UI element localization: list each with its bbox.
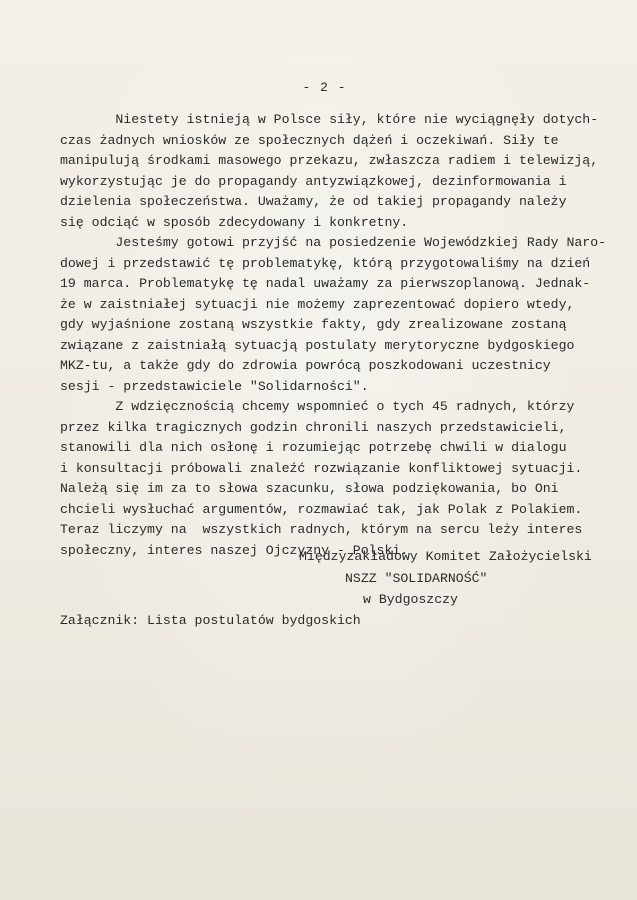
text-line: manipulują środkami masowego przekazu, zwłaszcza radiem i telewizją, — [60, 153, 599, 168]
text-line: Z wdzięcznością chcemy wspomnieć o tych 45 radnych, którzy — [60, 399, 575, 414]
text-line: Należą się im za to słowa szacunku, słowa podziękowania, bo Oni — [60, 481, 559, 496]
signature-organization: Międzyzakładowy Komitet Założycielski — [299, 549, 592, 564]
paragraph-1 — [60, 110, 600, 233]
text-line: i konsultacji próbowali znaleźć rozwiązanie konfliktowej sytuacji. — [60, 460, 583, 476]
text-line: się odciąć w sposób zdecydowany i konkretny. — [60, 214, 409, 230]
text-line: związane z zaistniałą sytuacją postulaty merytoryczne bydgoskiego — [60, 337, 575, 353]
attachment-note: Załącznik: Lista postulatów bydgoskich — [60, 613, 361, 628]
paragraph-2 — [60, 233, 607, 397]
text-line: przez kilka tragicznych godzin chronili naszych przedstawicieli, — [60, 419, 567, 435]
text-line: gdy wyjaśnione zostaną wszystkie fakty, gdy zrealizowane zostaną — [60, 317, 567, 332]
text-line: Jesteśmy gotowi przyjść na posiedzenie Wojewódzkiej Rady Naro- — [60, 235, 607, 250]
text-line: wykorzystując je do propagandy antyzwiązkowej, dezinformowania i — [60, 173, 567, 189]
text-line: MKZ-tu, a także gdy do zdrowia powrócą poszkodowani uczestnicy — [60, 358, 551, 373]
text-line: chcieli wysłuchać argumentów, rozmawiać tak, jak Polak z Polakiem. — [60, 501, 583, 517]
text-line: Niestety istnieją w Polsce siły, które nie wyciągnęły dotych- — [60, 112, 599, 127]
text-line: czas żadnych wniosków ze społecznych dążeń i oczekiwań. Siły te — [60, 132, 559, 148]
text-line: stanowili dla nich osłonę i rozumiejąc potrzebę chwili w dialogu — [60, 440, 567, 455]
signature-city: w Bydgoszczy — [363, 592, 458, 607]
text-line: że w zaistniałej sytuacji nie możemy zaprezentować dopiero wtedy, — [60, 296, 575, 312]
text-line: społeczny, interes naszej Ojczyzny - Polski. — [60, 542, 409, 558]
text-line: 19 marca. Problematykę tę nadal uważamy za pierwszoplanową. Jednak- — [60, 276, 591, 291]
text-line: dzielenia społeczeństwa. Uważamy, że od takiej propagandy należy — [60, 194, 567, 209]
letter-body — [60, 110, 607, 561]
text-line: Teraz liczymy na wszystkich radnych, którym na sercu leży interes — [60, 522, 583, 537]
paragraph-3 — [60, 397, 600, 561]
text-line: dowej i przedstawić tę problematykę, którą przygotowaliśmy na dzień — [60, 255, 591, 271]
text-line: sesji - przedstawiciele "Solidarności". — [60, 378, 369, 394]
signature-union-name: NSZZ "SOLIDARNOŚĆ" — [345, 571, 488, 586]
page-number: - 2 - — [302, 80, 347, 95]
